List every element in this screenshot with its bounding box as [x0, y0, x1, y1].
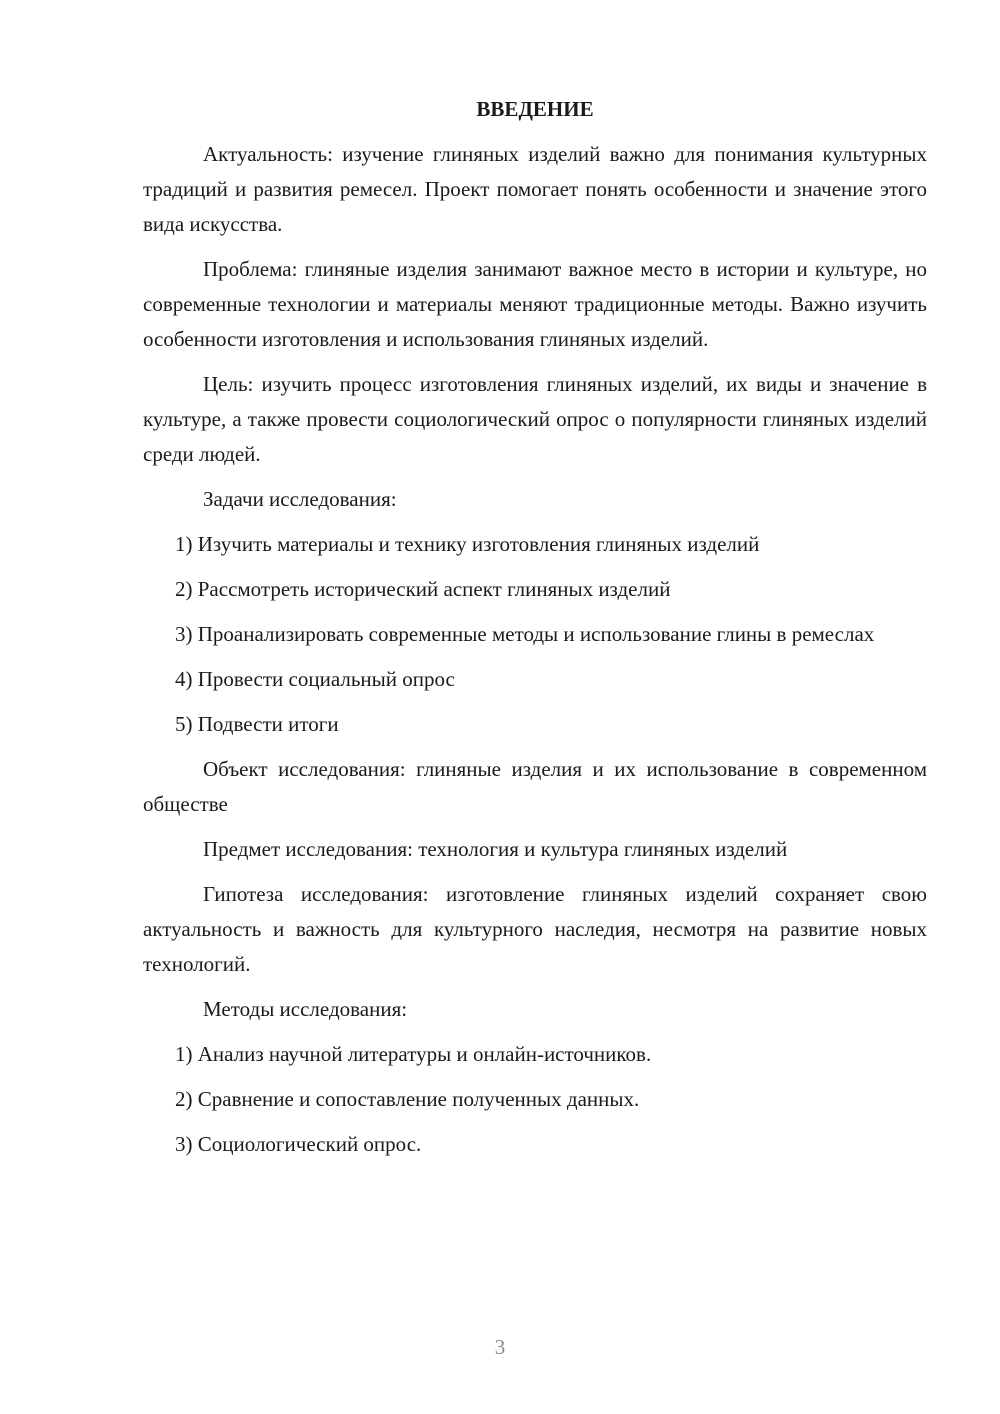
object-paragraph: Объект исследования: глиняные изделия и их использование в современном обществе [143, 757, 927, 816]
methods-heading: Методы исследования: [203, 997, 408, 1021]
method-item: 1) Анализ научной литературы и онлайн-источников. [175, 1042, 652, 1066]
section-title: ВВЕДЕНИЕ [476, 97, 594, 121]
problem-paragraph: Проблема: глиняные изделия занимают важное место в истории и культуре, но современные технологии и материалы меняют традиционные методы. Важно изучить особенности изготовления и использования глиняных изделий. [143, 257, 927, 351]
tasks-heading: Задачи исследования: [203, 487, 397, 511]
task-item: 4) Провести социальный опрос [175, 667, 455, 691]
task-item: 2) Рассмотреть исторический аспект глиняных изделий [175, 577, 671, 601]
task-item: 3) Проанализировать современные методы и использование глины в ремеслах [175, 622, 875, 646]
method-item: 3) Социологический опрос. [175, 1132, 422, 1156]
document-page [143, 92, 927, 1172]
goal-paragraph: Цель: изучить процесс изготовления глиняных изделий, их виды и значение в культуре, а также провести социологический опрос о популярности глиняных изделий среди людей. [143, 372, 927, 466]
hypothesis-paragraph: Гипотеза исследования: изготовление глиняных изделий сохраняет свою актуальность и важность для культурного наследия, несмотря на развитие новых технологий. [143, 882, 927, 976]
relevance-paragraph: Актуальность: изучение глиняных изделий важно для понимания культурных традиций и развития ремесел. Проект помогает понять особенности и значение этого вида искусства. [143, 142, 927, 236]
task-item: 5) Подвести итоги [175, 712, 339, 736]
subject-paragraph: Предмет исследования: технология и культура глиняных изделий [203, 837, 788, 861]
page-number: 3 [494, 1335, 506, 1359]
task-item: 1) Изучить материалы и технику изготовления глиняных изделий [175, 532, 760, 556]
method-item: 2) Сравнение и сопоставление полученных данных. [175, 1087, 640, 1111]
